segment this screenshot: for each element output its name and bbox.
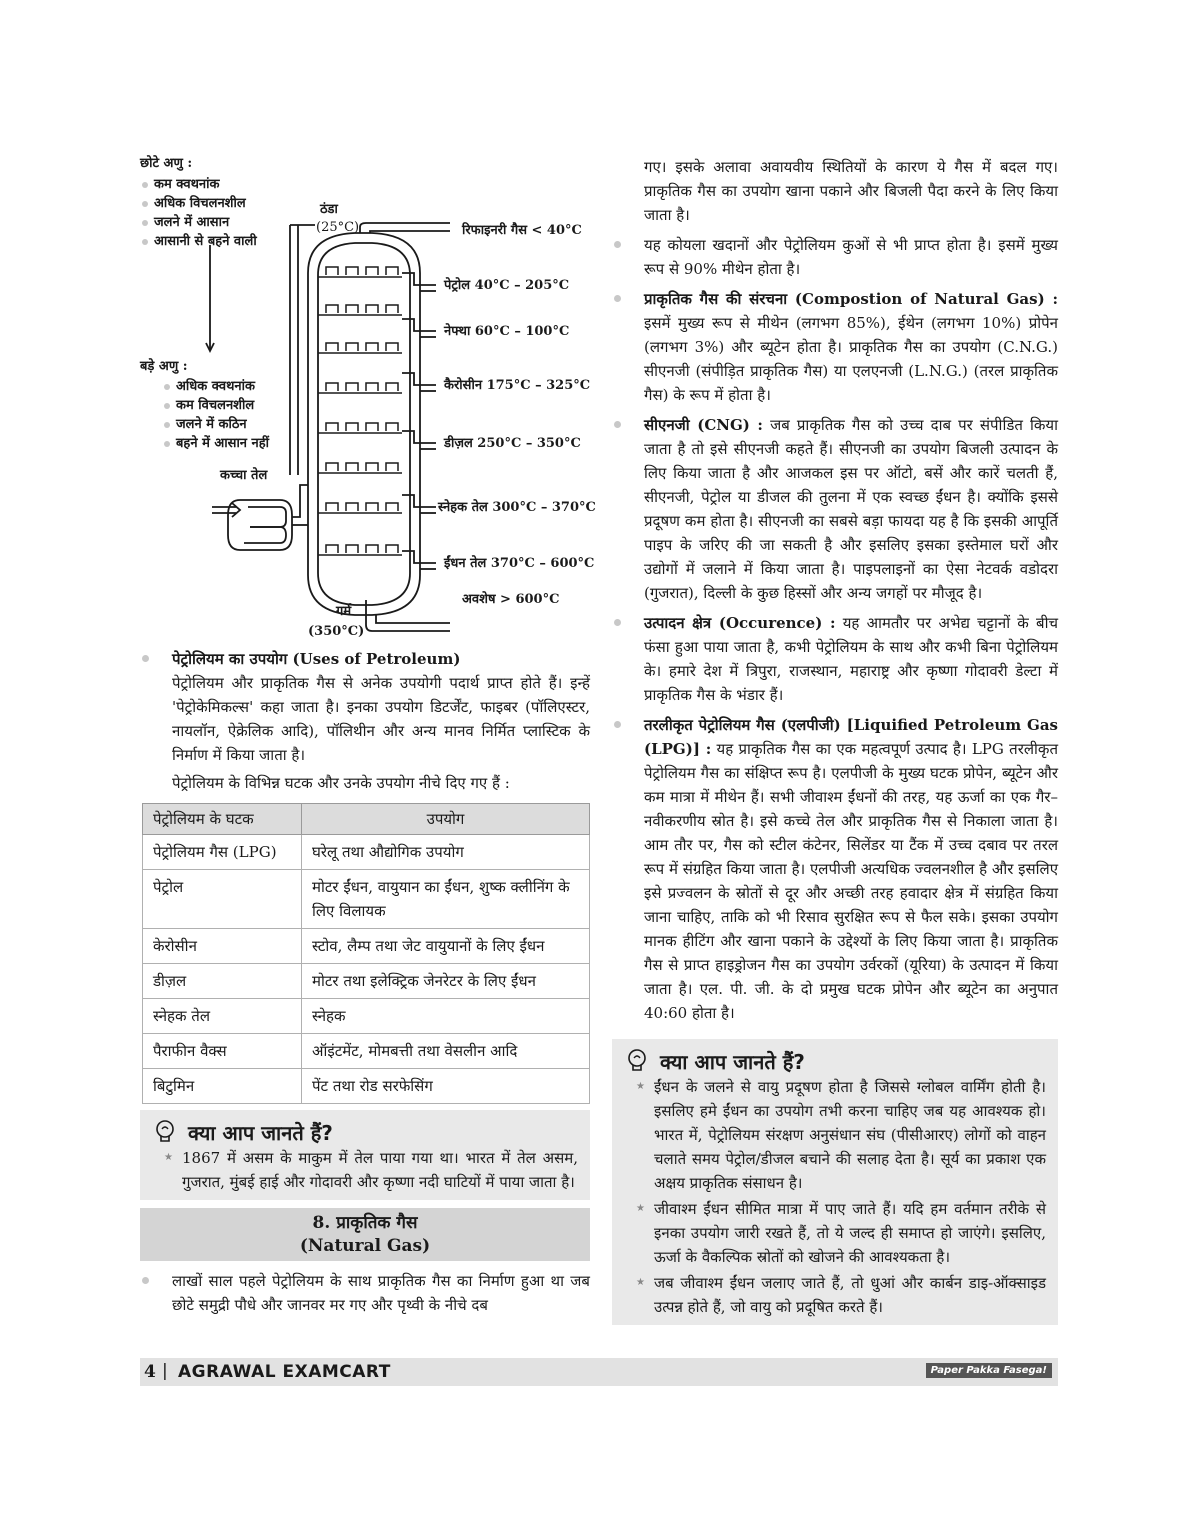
table-row [143,835,590,870]
column-header: पेट्रोलियम के घटक [143,804,302,835]
tray-cap [346,463,358,471]
fraction-outlet-pipe [402,273,436,285]
list-item [612,713,1058,1025]
fractional-distillation-diagram [140,155,596,645]
bullet-text: जब प्राकृतिक गैस को उच्च दाब पर संपीडित किया जाता है तो इसे सीएनजी कहते हैं। सीएनजी का उपयोग बिजली उत्पादन के लिए किया जाता है और आजकल इस पर ऑटो, बसें और कारें चलती हैं, सीएनजी, पेट्रोल या डीजल की तुलना में एक स्वच्छ ईंधन है। क्योंकि इससे प्रदूषण कम होता है। सीएनजी का सबसे बड़ा फायदा यह है कि इसकी आपूर्ति पाइप के जरिए की जा सकती है और इसलिए इसका इस्तेमाल घरों और उद्योगों में जलाने में किया जाता है। पाइपलाइनों का ऐसा नेटवर्क वडोदरा (गुजरात), दिल्ली के कुछ हिस्सों और अन्य जगहों पर मौजूद है। [644,416,1058,602]
did-you-know-item: ★ जब जीवाश्म ईंधन जलाए जाते हैं, तो धुआं और कार्बन डाइ-ऑक्साइड उत्पन्न होते हैं, जो वायु को प्रदूषित करते हैं। [624,1271,1046,1319]
did-you-know-item: ★ जीवाश्म ईंधन सीमित मात्रा में पाए जाते हैं। यदि हम वर्तमान तरीके से इनका उपयोग जारी रखते हैं, तो ये जल्द ही समाप्त हो जाएंगे। इसलिए, ऊर्जा के वैकल्पिक स्रोतों को खोजने की आवश्यकता है। [624,1197,1046,1269]
table-cell: पेंट तथा रोड सरफेसिंग [302,1069,590,1104]
fraction-label: रिफाइनरी गैस < 40°C [462,223,582,238]
cold-temp-label: (25°C) [316,220,360,235]
fraction-label: नेफ्था 60°C – 100°C [444,324,570,339]
table-row [143,929,590,964]
table-row [143,999,590,1034]
list-item: जलने में आसान [140,213,257,232]
tray-cap [366,267,378,275]
uses-paragraph: पेट्रोलियम और प्राकृतिक गैस से अनेक उपयोगी पदार्थ प्राप्त होते हैं। इन्हें 'पेट्रोकेमिकल्स' कहा जाता है। इनका उपयोग डिटर्जेंट, फाइबर (पॉलिएस्टर, नायलॉन, ऐक्रेलिक आदि), पॉलिथीन और अन्य मानव निर्मित प्लास्टिक के निर्माण में किया जाता है। [172,674,590,764]
lightbulb-icon [152,1118,180,1146]
list-item: आसानी से बहने वाली [140,232,257,251]
table-cell: पेट्रोलियम गैस (LPG) [143,835,302,870]
brand-logo: AGRAWAL EXAMCART [178,1362,391,1382]
table-row [143,1069,590,1104]
tray-cap [366,545,378,553]
fraction-outlet-pipe [402,551,436,563]
tagline-badge: Paper Pakka Fasega! [926,1363,1052,1378]
did-you-know-title: क्या आप जानते हैं? [660,1049,805,1074]
tray-cap [346,343,358,351]
fraction-label: डीज़ल 250°C – 350°C [444,436,581,451]
did-you-know-title: क्या आप जानते हैं? [188,1120,333,1145]
tray-cap [346,305,358,313]
fraction-label: कैरोसीन 175°C – 325°C [444,378,591,393]
footer-divider: | [162,1361,168,1381]
uses-heading-bullet [140,647,590,795]
lightbulb-icon [624,1047,652,1075]
bullet-heading: उत्पादन क्षेत्र (Occurence) : [644,614,836,632]
column-header: उपयोग [302,804,590,835]
fraction-label: ईंधन तेल 370°C – 600°C [444,556,595,571]
section-title: 8. प्राकृतिक गैस [312,1213,418,1233]
natural-gas-bullet [140,1269,590,1317]
tray-cap [326,503,338,511]
bullet-text: इसमें मुख्य रूप से मीथेन (लगभग 85%), ईथेन (लगभग 10%) प्रोपेन (लगभग 3%) और ब्यूटेन होता है। प्राकृतिक गैस का उपयोग (C.N.G.) सीएनजी (संपीड़ित प्राकृतिक गैस) या एलएनजी (L.N.G.) (तरल प्राकृतिक गैस) के रूप में होता है। [644,314,1058,404]
fraction-outlet-pipe [402,319,436,331]
tray-cap [346,545,358,553]
table-intro: पेट्रोलियम के विभिन्न घटक और उनके उपयोग नीचे दिए गए हैं : [172,774,510,792]
tray-cap [346,503,358,511]
tray-cap [366,305,378,313]
cold-label: ठंडा [320,202,338,217]
tray-cap [346,383,358,391]
bullet-heading: सीएनजी (CNG) : [644,416,763,434]
table-cell: ऑइंटमेंट, मोमबत्ती तथा वेसलीन आदि [302,1034,590,1069]
table-header-row [143,804,590,835]
tray-cap [326,383,338,391]
natural-gas-paragraph: लाखों साल पहले पेट्रोलियम के साथ प्राकृतिक गैस का निर्माण हुआ था जब छोटे समुद्री पौधे और जानवर मर गए और पृथ्वी के नीचे दब [172,1272,590,1314]
table-cell: स्नेहक तेल [143,999,302,1034]
table-cell: मोटर तथा इलेक्ट्रिक जेनरेटर के लिए ईंधन [302,964,590,999]
tray-cap [386,423,398,431]
tray-cap [326,545,338,553]
table-cell: बिटुमिन [143,1069,302,1104]
bullet-heading: तरलीकृत पेट्रोलियम गैस (एलपीजी) [Liquified Petroleum Gas (LPG)] : [644,716,1058,758]
did-you-know-item: ★ 1867 में असम के माकुम में तेल पाया गया था। भारत में तेल असम, गुजरात, मुंबई हाई और गोदावरी और कृष्णा नदी घाटियों में पाया जाता है। [152,1146,578,1194]
list-item: जलने में कठिन [162,415,269,434]
right-column [612,155,1058,1325]
tray-cap [326,423,338,431]
small-molecules-list [140,175,257,251]
fraction-label: स्नेहक तेल 300°C – 370°C [438,500,596,515]
fraction-outlet-pipe [402,373,436,385]
tray-cap [386,343,398,351]
uses-heading: पेट्रोलियम का उपयोग (Uses of Petroleum) [172,650,461,668]
tray-cap [326,463,338,471]
tray-cap [366,463,378,471]
tray-cap [386,305,398,313]
bullet-heading: प्राकृतिक गैस की संरचना (Compostion of Natural Gas) : [644,290,1058,308]
bullet-text: यह प्राकृतिक गैस का एक महत्वपूर्ण उत्पाद है। LPG तरलीकृत पेट्रोलियम गैस का संक्षिप्त रूप है। एलपीजी के मुख्य घटक प्रोपेन, ब्यूटेन और कम मात्रा में मीथेन हैं। सभी जीवाश्म ईंधनों की तरह, यह ऊर्जा का एक गैर–नवीकरणीय स्रोत है। इसे कच्चे तेल और प्राकृतिक गैस से निकाला जाता है। आम तौर पर, गैस को स्टील कंटेनर, सिलेंडर या टैंक में उच्च दबाव पर तरल रूप में संग्रहित किया जाता है। एलपीजी अत्यधिक ज्वलनशील है और इसलिए इसे प्रज्वलन के स्रोतों से दूर और अच्छी तरह हवादार क्षेत्र में संग्रहित किया जाना चाहिए, ताकि को भी रिसाव सुरक्षित रूप से फैल सके। इसका उपयोग मानक हीटिंग और खाना पकाने के उद्देश्यों के लिए किया जाता है। प्राकृतिक गैस से प्राप्त हाइड्रोजन गैस का उपयोग उर्वरकों (यूरिया) के उत्पादन में किया जाता है। एल. पी. जी. के दो प्रमुख घटक प्रोपेन और ब्यूटेन का अनुपात 40:60 होता है। [644,740,1058,1022]
tray-cap [366,383,378,391]
page-number: 4 [144,1362,156,1382]
section-subtitle: (Natural Gas) [299,1236,431,1256]
large-molecules-list [162,377,269,453]
did-you-know-box [140,1110,590,1200]
tray-cap [366,343,378,351]
tray-cap [386,383,398,391]
tray-cap [366,423,378,431]
small-molecules-title: छोटे अणु : [140,156,193,171]
hot-label: गर्म [336,604,352,619]
list-item [612,287,1058,407]
tray-cap [346,423,358,431]
list-item: अधिक क्वथनांक [162,377,269,396]
table-cell: स्नेहक [302,999,590,1034]
list-item: अधिक विचलनशील [140,194,257,213]
did-you-know-box [612,1039,1058,1325]
did-you-know-header [152,1118,578,1146]
section-heading [140,1208,590,1261]
page-footer [140,1358,1058,1386]
list-item [612,611,1058,707]
hot-temp-label: (350°C) [308,624,365,639]
tray-cap [346,267,358,275]
table-cell: पैराफीन वैक्स [143,1034,302,1069]
fraction-outlet-pipe [402,431,436,443]
tray-cap [326,267,338,275]
tray-cap [386,503,398,511]
large-molecules-title: बड़े अणु : [140,359,188,374]
table-cell: डीज़ल [143,964,302,999]
tray-cap [386,267,398,275]
tray-cap [326,343,338,351]
continued-paragraph: गए। इसके अलावा अवायवीय स्थितियों के कारण ये गैस में बदल गए। प्राकृतिक गैस का उपयोग खाना पकाने और बिजली पैदा करने के लिए किया जाता है। [644,158,1058,224]
tray-cap [326,305,338,313]
fraction-outlet-pipe [402,495,436,507]
table-cell: मोटर ईंधन, वायुयान का ईंधन, शुष्क क्लीनिंग के लिए विलायक [302,870,590,929]
fraction-label: पेट्रोल 40°C – 205°C [444,278,570,293]
tray-cap [386,463,398,471]
fraction-label: अवशेष > 600°C [462,592,560,607]
crude-oil-label: कच्चा तेल [220,468,268,483]
table-cell: घरेलू तथा औद्योगिक उपयोग [302,835,590,870]
did-you-know-item: ★ ईंधन के जलने से वायु प्रदूषण होता है जिससे ग्लोबल वार्मिंग होती है। इसलिए हमे ईंधन का उपयोग तभी करना चाहिए जब यह आवश्यक हो। भारत में, पेट्रोलियम संरक्षण अनुसंधान संघ (पीसीआरए) लोगों को वाहन चलाते समय पेट्रोल/डीजल बचाने की सलाह देता है। सूर्य का प्रकाश एक अक्षय प्राकृतिक संसाधन है। [624,1075,1046,1195]
list-item [612,413,1058,605]
tray-cap [386,545,398,553]
list-item: बहने में आसान नहीं [162,434,269,453]
bullet-text: यह आमतौर पर अभेद्य चट्टानों के बीच फंसा हुआ पाया जाता है, कभी पेट्रोलियम के साथ और कभी बिना पेट्रोलियम के। हमारे देश में त्रिपुरा, राजस्थान, महाराष्ट्र और कृष्णा गोदावरी डेल्टा में प्राकृतिक गैस के भंडार हैं। [644,614,1058,704]
table-cell: केरोसीन [143,929,302,964]
left-column [140,155,596,1317]
petroleum-components-table [142,803,590,1104]
table-row [143,1034,590,1069]
bullet-text: यह कोयला खदानों और पेट्रोलियम कुओं से भी प्राप्त होता है। इसमें मुख्य रूप से 90% मीथेन होता है। [644,236,1058,278]
did-you-know-header [624,1047,1046,1075]
list-item: कम क्वथनांक [140,175,257,194]
list-item [612,233,1058,281]
table-row [143,964,590,999]
tray-cap [366,503,378,511]
table-cell: स्टोव, लैम्प तथा जेट वायुयानों के लिए ईंधन [302,929,590,964]
list-item: कम विचलनशील [162,396,269,415]
table-cell: पेट्रोल [143,870,302,929]
table-row [143,870,590,929]
